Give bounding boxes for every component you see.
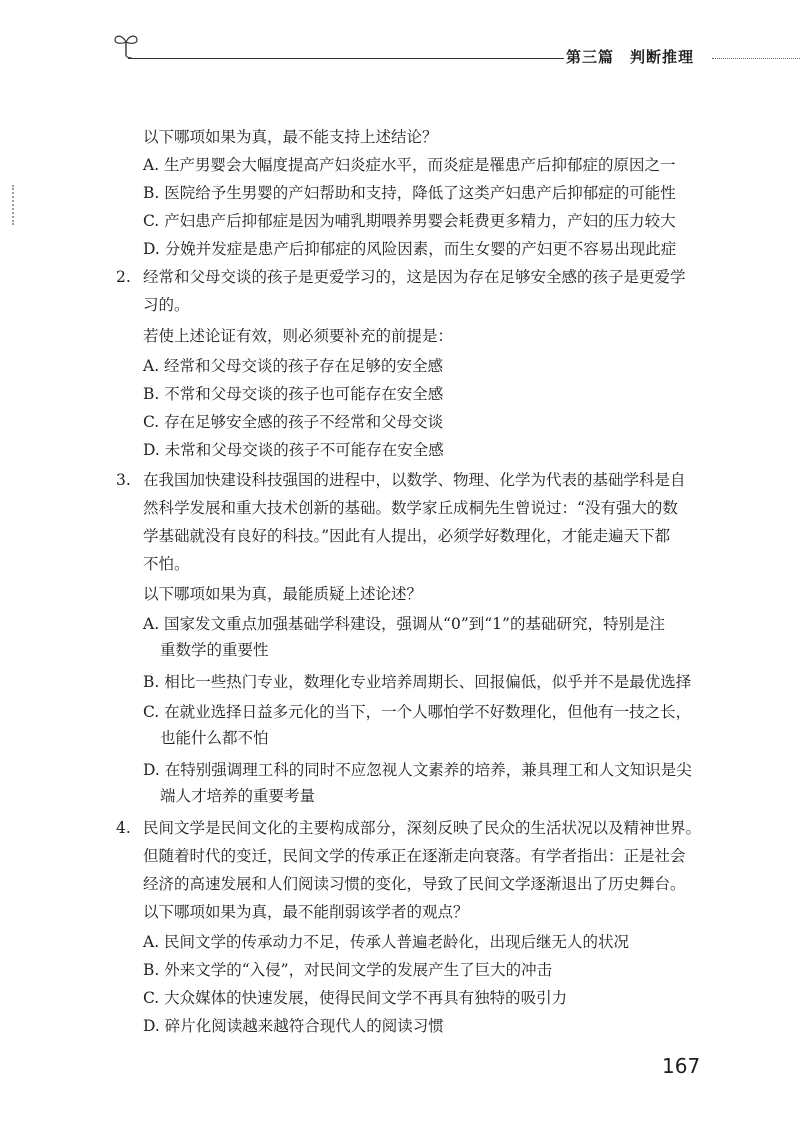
q3-option-c-cont: 也能什么都不怕 xyxy=(160,729,269,747)
margin-dots xyxy=(12,185,20,225)
q2-number: 2. xyxy=(116,268,131,286)
header-rule-dotted xyxy=(712,58,800,59)
q2-option-a: A. 经常和父母交谈的孩子存在足够的安全感 xyxy=(143,357,444,375)
q4-stem: 以下哪项如果为真，最不能削弱该学者的观点？ xyxy=(143,903,469,921)
q3-text-line: 学基础就没有良好的科技。”因此有人提出，必须学好数理化，才能走遍天下都 xyxy=(143,527,671,545)
q3-option-d-cont: 端人才培养的重要考量 xyxy=(160,787,316,805)
q4-option-b: B. 外来文学的“入侵”，对民间文学的发展产生了巨大的冲击 xyxy=(143,961,553,979)
q1-stem: 以下哪项如果为真，最不能支持上述结论？ xyxy=(143,128,438,146)
page-number: 167 xyxy=(662,1054,701,1078)
q1-option-b: B. 医院给予生男婴的产妇帮助和支持，降低了这类产妇患产后抑郁症的可能性 xyxy=(143,184,676,202)
q3-text-line: 不怕。 xyxy=(143,555,190,573)
q2-option-b: B. 不常和父母交谈的孩子也可能存在安全感 xyxy=(143,385,444,403)
q4-text-line: 民间文学是民间文化的主要构成部分，深刻反映了民众的生活状况以及精神世界。 xyxy=(143,819,702,837)
q4-option-a: A. 民间文学的传承动力不足，传承人普遍老龄化，出现后继无人的状况 xyxy=(143,933,630,951)
sprout-icon xyxy=(112,30,140,58)
q1-option-d: D. 分娩并发症是患产后抑郁症的风险因素，而生女婴的产妇更不容易出现此症 xyxy=(143,240,677,258)
q1-option-c: C. 产妇患产后抑郁症是因为哺乳期喂养男婴会耗费更多精力，产妇的压力较大 xyxy=(143,212,676,230)
q2-text-line: 习的。 xyxy=(143,296,190,314)
q3-option-a: A. 国家发文重点加强基础学科建设，强调从“0”到“1”的基础研究，特别是注 xyxy=(143,615,665,633)
q2-option-d: D. 未常和父母交谈的孩子不可能存在安全感 xyxy=(143,441,444,459)
section-title: 第三篇 判断推理 xyxy=(566,48,695,66)
q4-option-d: D. 碎片化阅读越来越符合现代人的阅读习惯 xyxy=(143,1017,444,1035)
q3-option-d: D. 在特别强调理工科的同时不应忽视人文素养的培养，兼具理工和人文知识是尖 xyxy=(143,761,692,779)
q2-stem: 若使上述论证有效，则必须要补充的前提是： xyxy=(143,327,454,345)
q3-text-line: 然科学发展和重大技术创新的基础。数学家丘成桐先生曾说过：“没有强大的数 xyxy=(143,499,678,517)
q1-option-a: A. 生产男婴会大幅度提高产妇炎症水平，而炎症是罹患产后抑郁症的原因之一 xyxy=(143,156,676,174)
q3-option-b: B. 相比一些热门专业，数理化专业培养周期长、回报偏低，似乎并不是最优选择 xyxy=(143,673,692,691)
q4-option-c: C. 大众媒体的快速发展，使得民间文学不再具有独特的吸引力 xyxy=(143,989,568,1007)
q2-text-line: 经常和父母交谈的孩子是更爱学习的，这是因为存在足够安全感的孩子是更爱学 xyxy=(143,268,686,286)
q3-option-a-cont: 重数学的重要性 xyxy=(160,641,269,659)
q3-text-line: 在我国加快建设科技强国的进程中，以数学、物理、化学为代表的基础学科是自 xyxy=(143,471,686,489)
q4-number: 4. xyxy=(116,819,131,837)
q3-stem: 以下哪项如果为真，最能质疑上述论述？ xyxy=(143,585,423,603)
q4-text-line: 经济的高速发展和人们阅读习惯的变化，导致了民间文学逐渐退出了历史舞台。 xyxy=(143,875,686,893)
q3-number: 3. xyxy=(116,471,131,489)
q3-option-c: C. 在就业选择日益多元化的当下，一个人哪怕学不好数理化，但他有一技之长， xyxy=(143,703,692,721)
q4-text-line: 但随着时代的变迁，民间文学的传承正在逐渐走向衰落。有学者指出：正是社会 xyxy=(143,847,686,865)
q2-option-c: C. 存在足够安全感的孩子不经常和父母交谈 xyxy=(143,413,444,431)
header-rule xyxy=(128,58,564,59)
